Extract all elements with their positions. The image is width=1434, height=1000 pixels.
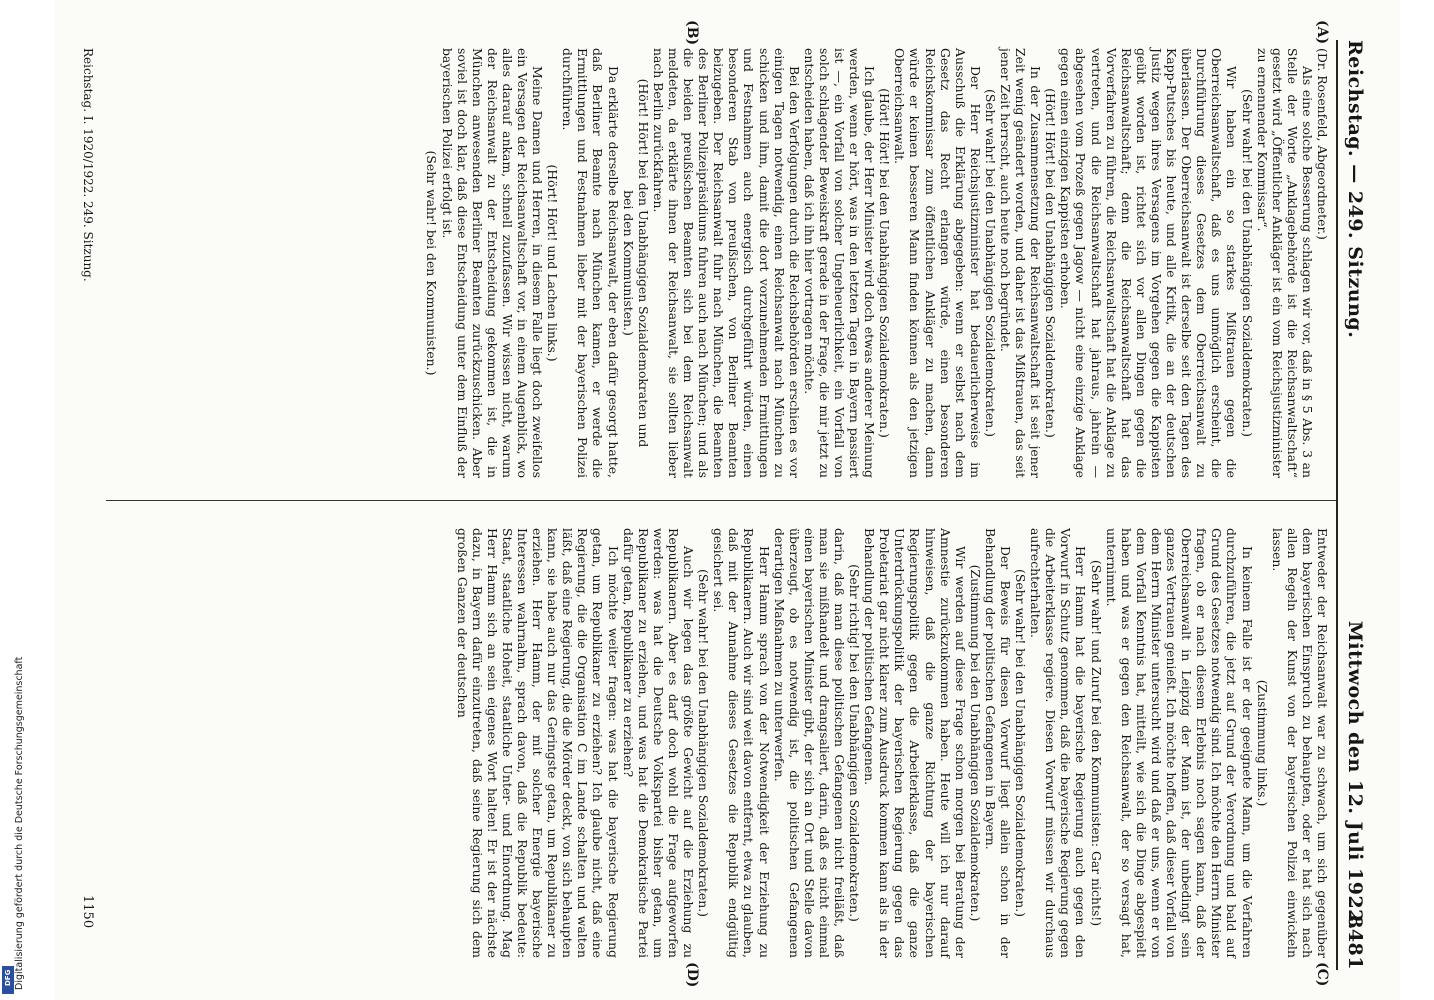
left-column <box>424 48 1330 478</box>
header-session: Reichstag. — 249. Sitzung. <box>1344 40 1366 339</box>
paragraph: Ich glaube, der Herr Minister wird doch etwas anderer Meinung werden, wenn er hört, was in den letzten Tagen in Bayern passiert ist —, ein Vorfall von solcher Ungeheuerlichkeit, ein Vorfall von solch schlagender Beweiskraft gerade in der Frage, die mir jetzt zu entscheiden haben, daß ich ihn hier vortragen möchte. <box>801 48 878 478</box>
interjection: (Hört! Hört! bei den Unabhängigen Sozialdemokraten und bei den Kommunisten.) <box>620 78 651 448</box>
interjection: (Sehr wahr! und Zuruf bei den Kommunisten: Gar nichts!) <box>1088 559 1104 927</box>
paragraph: Der Beweis für diesen Vorwurf liegt allein schon in der Behandlung der politischen Gefangenen in Bayern. <box>982 528 1014 958</box>
interjection: (Sehr wahr! bei den Unabhängigen Sozialdemokraten.) <box>1013 569 1029 917</box>
column-divider <box>106 500 1336 501</box>
paragraph: In keinem Falle ist er der geeignete Mann, um die Verfahren durchzuführen, die jetzt auf Grund der Verordnung und bald auf Grund des Gesetzes notwendig sind. Ich möchte den Herrn Minister fragen, ob er nach diesem Erlebnis noch sagen kann, daß der Oberreichsanwalt in Leipzig der Mann ist, der unbedingt sein ganzes Vertrauen genießt. Ich möchte hoffen, daß dieser Vorfall von dem Herrn Minister untersucht wird und daß er uns, wenn er von dem Vorfall Kenntnis hat, mitteilt, wie sich die Dinge abgespielt haben und was er gegen den Reichsanwalt, der so versagt hat, unternimmt. <box>1103 528 1255 958</box>
margin-marker-d: (D) <box>684 962 700 988</box>
margin-marker-b: (B) <box>684 20 700 46</box>
paragraph: Bei den Verfolgungen durch die Reichsbehörden erschien es vor einigen Tagen notwendig, einen Reichsanwalt nach München zu schicken und ihm, damit die dort vorzunehmenden Ermittlungen und Festnahmen auch energisch durchgeführt würden, einen besonderen Stab von preußischen, von Berliner Beamten beizugeben. Der Reichsanwalt fuhr nach München, die Beamten des Berliner Polizeipräsidiums fuhren auch nach München; und als die beiden preußischen Beamten sich bei dem Reichsanwalt meldeten, da erklärte ihnen der Reichsanwalt, sie sollten lieber nach Berlin zurückfahren. <box>650 48 802 478</box>
paragraph: In der Zusammensetzung der Reichsanwaltschaft ist seit jener Zeit wenig geändert worden, und daher ist das Mißtrauen, das seit jener Zeit herrscht, auch heute noch begründet. <box>998 48 1044 478</box>
interjection: (Zustimmung links.) <box>1254 679 1270 807</box>
interjection: (Sehr wahr! bei den Unabhängigen Sozialdemokraten.) <box>1239 89 1255 437</box>
interjection: (Sehr richtig! bei den Unabhängigen Sozialdemokraten.) <box>847 564 863 922</box>
interjection: (Hört! Hört! bei den Unabhängigen Sozialdemokraten.) <box>877 88 893 438</box>
paragraph: Der Herr Reichsjustizminister hat bedauerlicherweise im Ausschuß die Erklärung abgegeben: wenn er selbst nach dem Gesetz das Recht erlangen würde, einen besonderen Reichskommissar zum öffentlichen Ankläger zu machen, dann würde er keinen besseren Mann finden können als den jetzigen Oberreichsanwalt. <box>892 48 983 478</box>
dfg-logo-text: DFG <box>4 969 12 986</box>
rotated-document-page <box>55 0 1400 1000</box>
paragraph: Herr Hamm hat die bayerische Regierung auch gegen den Vorwurf in Schutz genommen, daß die bayerische Regierung gegen die Arbeiterklasse regiere. Diesen Vorwurf müssen wir durchaus aufrechterhalten. <box>1028 528 1089 958</box>
interjection: (Sehr wahr! bei den Unabhängigen Sozialdemokraten.) <box>982 89 998 437</box>
paragraph: Ich möchte weiter fragen: was hat die bayerische Regierung getan, um Republikaner zu erziehen? Ich glaube nicht, daß eine Regierung, die die Organisation C im Lande schalten und walten läßt, daß eine Regierung, die die Mörder deckt, von sich behaupten kann, sie habe auch nur das Geringste getan, um Republikaner zu erziehen. Herr Hamm, der mit solcher Energie bayerische Interessen wahrnahm, sprach davon, daß die Republik bedeute: Staat, staatliche Hoheit, staatliche Unter- und Einordnung. Mag Herr Hamm sich an sein eigenes Wort halten! Er ist der nächste dazu, in Bayern dafür einzutreten, daß seine Regierung sich dem großen Ganzen der deutschen <box>454 528 621 958</box>
digitization-note-text: Digitalisierung gefördert durch die Deutsche Forschungsgemeinschaft <box>14 656 25 990</box>
digitization-note <box>2 310 25 990</box>
page-header <box>1338 40 1366 970</box>
footer-session: Reichstag. I. 1920/1922. 249. Sitzung. <box>81 48 95 282</box>
paragraph: Als eine solche Besserung schlagen wir vor, daß in § 5 Abs. 3 an Stelle der Worte „Anklagebehörde ist die Reichsanwaltschaft“ gesetzt wird „Öffentlicher Ankläger ist ein vom Reichsjustizminister zu ernennender Kommissar“. <box>1254 48 1315 478</box>
paragraph: Auch wir legen das größte Gewicht auf die Erziehung zu Republikanern. Aber es darf doch wohl die Frage aufgeworfen werden: was hat die Deutsche Volkspartei bisher getan, um Republikaner zu erziehen, und was hat die Demokratische Partei dafür getan, Republikaner zu erziehen? <box>620 528 697 958</box>
header-rule <box>1336 40 1338 970</box>
dfg-logo-icon <box>2 966 14 994</box>
margin-marker-c: (C) <box>1314 962 1330 987</box>
paragraph: Herr Hamm sprach von der Notwendigkeit der Erziehung zu Republikanern. Auch wir sind weit davon entfernt, etwa zu glauben, daß mit der Annahme dieses Gesetzes die Republik endgültig gesichert sei. <box>711 528 772 958</box>
speaker-attribution: (Dr. Rosenfeld, Abgeordneter.) <box>1315 48 1330 240</box>
paragraph: darin, daß man diese politischen Gefangenen nicht freiläßt, daß man sie mißhandelt und drangsaliert, darin, daß es nicht einmal einen bayerischen Minister gibt, der sich an Ort und Stelle davon überzeugt, ob es notwendig ist, die politischen Gefangenen derartigen Maßnahmen zu unterwerfen. <box>771 528 847 958</box>
paragraph: Meine Damen und Herren, in diesem Falle liegt doch zweifellos ein Versagen der Reichsanwaltschaft vor, in einem Augenblick, wo alles darauf ankam, schnell zuzufassen. Wir wissen nicht, warum der Reichsanwalt zu der Entscheidung gekommen ist, die in München anwesenden Berliner Beamten zurückzuschicken. Aber soviel ist doch klar, daß diese Entscheidung unter dem Einfluß der bayerischen Polizei erfolgt ist. <box>439 48 546 478</box>
interjection: (Hört! Hört! bei den Unabhängigen Sozialdemokraten.) <box>1043 88 1059 438</box>
interjection: (Sehr wahr! bei den Kommunisten.) <box>424 150 440 376</box>
paragraph: Wir werden auf diese Frage schon morgen bei Beratung der Amnestie zurückzukommen haben. Heute will ich nur darauf hinweisen, daß die ganze Richtung der bayerischen Regierungspolitik gegen die Arbeiterklasse, daß die ganze Unterdrückungspolitik der bayerischen Regierung gegen das Proletariat gar nicht klarer zum Ausdruck kommen kann als in der Behandlung der politischen Gefangenen. <box>862 528 968 958</box>
paragraph: Da erklärte derselbe Reichsanwalt, der eben dafür gesorgt hatte, daß Berliner Beamte nach München kamen, er werde die Ermittlungen und Festnahmen lieber mit der bayerischen Polizei durchführen. <box>560 48 621 478</box>
interjection: (Sehr wahr! bei den Unabhängigen Sozialdemokraten.) <box>696 569 712 917</box>
margin-marker-a: (A) <box>1314 20 1330 45</box>
paragraph: Wir haben ein so starkes Mißtrauen gegen die Oberreichsanwaltschaft, daß es uns unmöglich erscheint, die Durchführung dieses Gesetzes dem Oberreichsanwalt zu überlassen. Der Oberreichsanwalt ist derselbe seit den Tagen des Kapp-Putsches bis heute, und alle Kritik, die an der deutschen Justiz wegen ihres Versagens im Vorgehen gegen die Kappisten geübt worden ist, richtet sich vor allen Dingen gegen die Reichsanwaltschaft; denn die Reichsanwaltschaft hat das Vorverfahren zu führen, die Reichsanwaltschaft hat die Anklage zu vertreten, und die Reichsanwaltschaft hat jahraus, jahrein — abgesehen vom Prozeß gegen Jagow — nicht eine einzige Anklage gegen einen einzigen Kappisten erhoben. <box>1058 48 1240 478</box>
interjection: (Zustimmung bei den Unabhängigen Sozialdemokraten.) <box>967 564 983 922</box>
header-date: Mittwoch den 12. Juli 1922. <box>1344 620 1366 930</box>
footer-page-number: 1150 <box>80 895 95 929</box>
header-page-number: 8481 <box>1344 915 1366 970</box>
paragraph: Entweder der Reichsanwalt war zu schwach, um sich gegenüber dem bayerischen Einspruch zu behaupten, oder er hat sich nach allen Regeln der Kunst von der bayerischen Polizei einwickeln lassen. <box>1269 528 1330 958</box>
interjection: (Hört! Hört! und Lachen links.) <box>545 164 561 362</box>
right-column <box>455 528 1330 958</box>
